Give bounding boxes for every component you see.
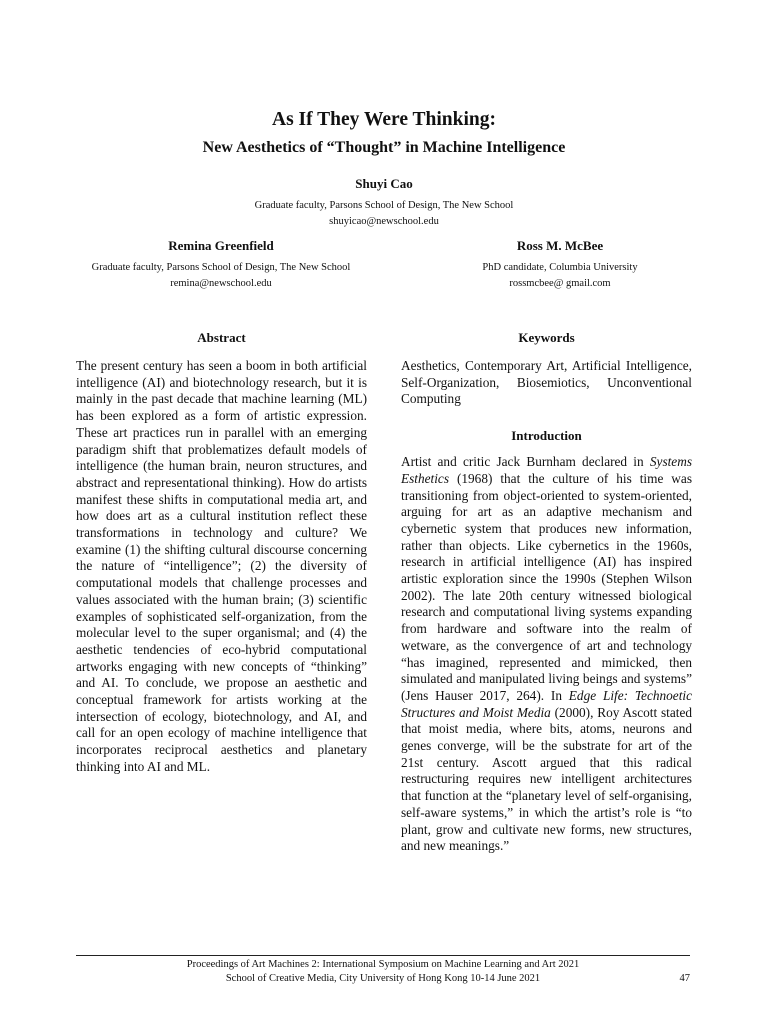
introduction-heading: Introduction — [511, 428, 582, 444]
footer-proceedings: Proceedings of Art Machines 2: International Symposium on Machine Learning and Art 2021 — [186, 959, 580, 970]
intro-title-edge-life: Edge Life: Technoetic Structures and Moist Media — [401, 687, 692, 720]
footer-divider — [76, 955, 690, 956]
left-column — [76, 330, 367, 776]
paper-subtitle: New Aesthetics of “Thought” in Machine Intelligence — [202, 139, 566, 156]
abstract-text: The present century has seen a boom in both artificial intelligence (AI) and biotechnology research, but it is mainly in the past decade that machine learning (ML) has been explored as a form of artistic expression. These art practices run in parallel with an emerging paradigm shift that problematizes default models of intelligence (the human brain, neuron structures, and abstract and representational thinking). How do artists manifest these shifts in computational media art, and how does art as a cultural institution reflect these transformations in technology and culture? We examine (1) the shifting cultural discourse concerning the nature of “intelligence”; (2) the diversity of computational models that challenge processes and values associated with the human brain; (3) scientific examples of sophisticated self-organization, from the molecular level to the super organismal; and (4) the aesthetic tendencies of eco-hybrid computational artworks engaging with new concepts of “thinking” and AI. To conclude, we propose an aesthetic and conceptual framework for artists working at the intersection of ecology, biotechnology, and AI, and call for an open ecology of machine intelligence that incorporates reciprocal aesthetics and planetary thinking into AI and ML. — [76, 358, 367, 774]
author-email: rossmcbee@ gmail.com — [509, 278, 611, 289]
author-email: shuyicao@newschool.edu — [329, 216, 439, 227]
author-name: Remina Greenfield — [168, 238, 274, 253]
author-name: Shuyi Cao — [355, 176, 413, 191]
intro-text-part-1: Artist and critic Jack Burnham declared in — [401, 454, 650, 470]
footer-venue: School of Creative Media, City University of Hong Kong 10-14 June 2021 — [225, 973, 541, 984]
author-affiliation: Graduate faculty, Parsons School of Design, The New School — [254, 200, 514, 211]
paper-title: As If They Were Thinking: — [272, 109, 496, 130]
right-column — [401, 330, 692, 855]
author-block-2 — [60, 238, 382, 292]
author-block-3 — [400, 238, 720, 292]
intro-text-part-3: (2000), Roy Ascott stated that moist media, where bits, atoms, neurons and genes converge, will be the substrate for art of the 21st century. Ascott argued that this radical restructuring requires new intelligent architectures that function at the “planetary level of self-organising, self-aware systems,” in which the artist’s role is “to plant, grow and cultivate new forms, new structures, and new meanings.” — [401, 704, 693, 854]
abstract-heading: Abstract — [197, 330, 246, 345]
author-name: Ross M. McBee — [516, 238, 604, 253]
author-affiliation: PhD candidate, Columbia University — [482, 262, 638, 273]
footer — [76, 958, 690, 986]
author-block-1 — [0, 176, 768, 230]
introduction-text — [401, 454, 692, 855]
author-affiliation: Graduate faculty, Parsons School of Design, The New School — [91, 262, 351, 273]
page-number: 47 — [679, 973, 690, 984]
keywords-text: Aesthetics, Contemporary Art, Artificial Intelligence, Self-Organization, Biosemiotics, Unconventional Computing — [401, 358, 692, 407]
author-email: remina@newschool.edu — [170, 278, 272, 289]
keywords-heading: Keywords — [518, 330, 575, 345]
intro-text-part-2: (1968) that the culture of his time was transitioning from object-oriented to system-oriented, arguing for art as an adaptive mechanism and cybernetic system that produces new information, rather than objects. Like cybernetics in the 1960s, research in artificial intelligence (AI) has inspired artistic exploration since the 1990s (Stephen Wilson 2002). The late 20th century witnessed biological research and computational living systems expanding from hardware and software into the realm of wetware, as the convergence of art and technology “has imagined, represented and mimicked, then simulated and manipulated living beings and systems” (Jens Hauser 2017, 264). In — [401, 470, 692, 703]
intro-title-systems-esthetics: Systems Esthetics — [401, 454, 692, 486]
